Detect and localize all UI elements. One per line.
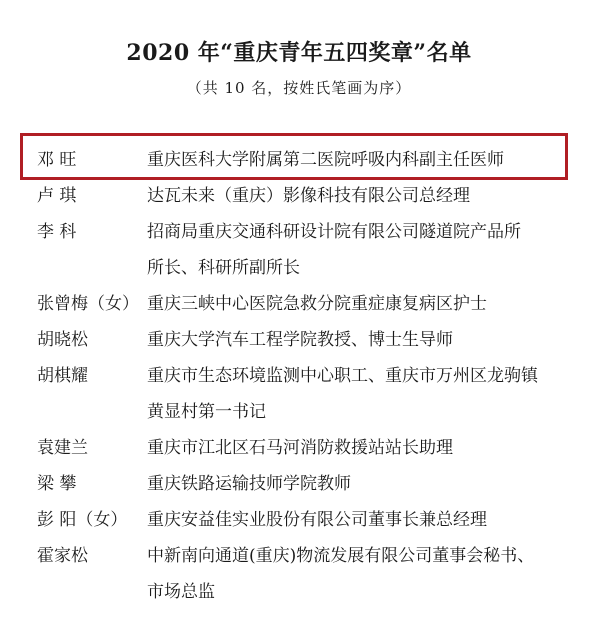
description-line: 重庆大学汽车工程学院教授、博士生导师 [147, 330, 453, 350]
document-subtitle: （共 10 名，按姓氏笔画为序） [186, 79, 412, 97]
recipient-name: 邓 旺 [37, 150, 77, 170]
description-line: 招商局重庆交通科研设计院有限公司隧道院产品所 [147, 222, 521, 242]
description-line: 重庆安益佳实业股份有限公司董事长兼总经理 [147, 510, 487, 530]
recipient-description [147, 358, 572, 430]
recipient-name: 胡棋耀 [37, 366, 88, 386]
recipient-name: 霍家松 [37, 546, 88, 566]
description-line: 市场总监 [147, 582, 215, 602]
description-line: 重庆医科大学附属第二医院呼吸内科副主任医师 [147, 150, 504, 170]
recipient-description [147, 466, 572, 502]
recipient-description [147, 178, 572, 214]
description-line: 达瓦未来（重庆）影像科技有限公司总经理 [147, 186, 470, 206]
recipient-description [147, 430, 572, 466]
description-line: 重庆市江北区石马河消防救援站站长助理 [147, 438, 453, 458]
recipient-name: 梁 攀 [37, 474, 77, 494]
description-line: 重庆铁路运输技师学院教师 [147, 474, 351, 494]
recipient-name: 袁建兰 [37, 438, 88, 458]
recipient-name: 胡晓松 [37, 330, 88, 350]
recipient-name: 卢 琪 [37, 186, 77, 206]
recipient-description [147, 214, 572, 286]
recipient-description [147, 142, 572, 178]
description-line: 黄显村第一书记 [147, 402, 266, 422]
description-line: 所长、科研所副所长 [147, 258, 300, 278]
recipient-description [147, 286, 572, 322]
document-title: 2020 年“重庆青年五四奖章”名单 [126, 40, 472, 66]
description-line: 重庆市生态环境监测中心职工、重庆市万州区龙驹镇 [147, 366, 538, 386]
description-line: 重庆三峡中心医院急救分院重症康复病区护士 [147, 294, 487, 314]
description-line: 中新南向通道(重庆)物流发展有限公司董事会秘书、 [147, 546, 535, 566]
recipient-name: 彭 阳（女） [37, 510, 128, 530]
recipient-description [147, 502, 572, 538]
recipient-name: 李 科 [37, 222, 77, 242]
recipient-description [147, 538, 572, 610]
recipient-description [147, 322, 572, 358]
recipient-name: 张曾梅（女） [37, 294, 139, 314]
